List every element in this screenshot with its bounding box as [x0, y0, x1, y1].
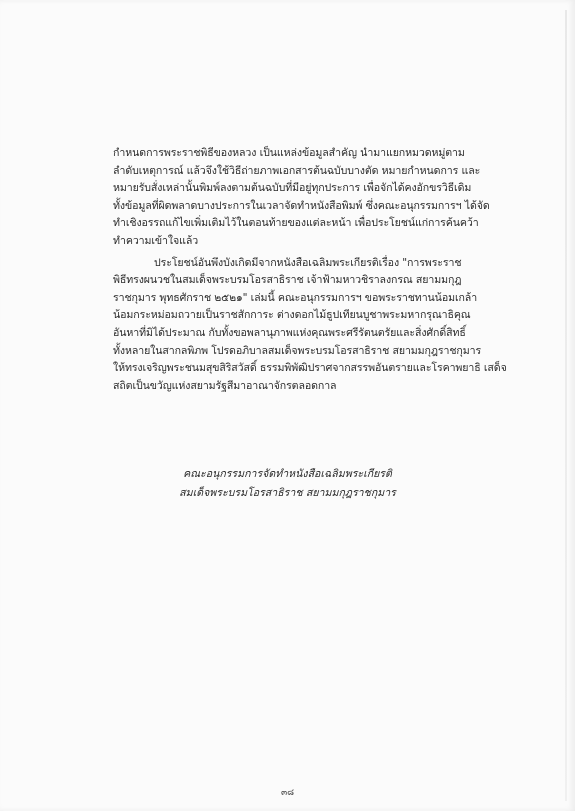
paragraph-2-line: พิธีทรงผนวชในสมเด็จพระบรมโอรสาธิราช เจ้าฟ้ามหาวชิราลงกรณ สยามมกุฎ: [113, 274, 462, 287]
paragraph-2-line: ทั้งหลายในสากลพิภพ โปรดอภิบาลสมเด็จพระบรมโอรสาธิราช สยามมกุฎราชกุมาร: [113, 344, 482, 357]
signature-committee: คณะอนุกรรมการจัดทำหนังสือเฉลิมพระเกียรติ: [183, 468, 392, 480]
paragraph-2-line: ประโยชน์อันพึงบังเกิดมีจากหนังสือเฉลิมพระเกียรติเรื่อง "การพระราช: [154, 256, 462, 269]
paragraph-1-line: ลำดับเหตุการณ์ แล้วจึงใช้วิธีถ่ายภาพเอกสารต้นฉบับบางตัด หมายกำหนดการ และ: [113, 164, 481, 177]
paragraph-2-line: ให้ทรงเจริญพระชนมสุขสิริสวัสดิ์ ธรรมพิพัฒิปราศจากสรรพอันตรายและโรคาพยาธิ เสด็จ: [113, 362, 507, 375]
page-number: ๓๘: [280, 788, 295, 798]
paragraph-2-line: อันหาที่มิได้ประมาณ กับทั้งขอพลานุภาพแห่งคุณพระศรีรัตนตรัยและสิ่งศักดิ์สิทธิ์: [113, 326, 466, 339]
paragraph-1-line: กำหนดการพระราชพิธีของหลวง เป็นแหล่งข้อมูลสำคัญ นำมาแยกหมวดหมู่ตาม: [113, 147, 465, 159]
paragraph-1-line: หมายรับสั่งเหล่านั้นพิมพ์ลงตามต้นฉบับที่มีอยู่ทุกประการ เพื่อจักได้คงอักขรวิธีเดิม: [113, 182, 472, 195]
signature-subtitle: สมเด็จพระบรมโอรสาธิราช สยามมกุฎราชกุมาร: [179, 487, 396, 499]
paragraph-1-line: ทำความเข้าใจแล้ว: [113, 234, 199, 247]
body-text: [113, 145, 507, 395]
paragraph-2-line: สถิตเป็นขวัญแห่งสยามรัฐสีมาอาณาจักรตลอดกาล: [113, 379, 337, 392]
paragraph-2-line: ราชกุมาร พุทธศักราช ๒๕๒๑" เล่มนี้ คณะอนุกรรมการฯ ขอพระราชทานน้อมเกล้า: [113, 291, 478, 304]
page-edge: [565, 10, 567, 801]
paragraph-1-line: ทั้งข้อมูลที่ผิดพลาดบางประการในเวลาจัดทำหนังสือพิมพ์ ซึ่งคณะอนุกรรมการฯ ได้จัด: [113, 199, 490, 212]
paragraph-2-line: น้อมกระหม่อมถวายเป็นราชสักการะ ต่างดอกไม้ธูปเทียนบูชาพระมหากรุณาธิคุณ: [113, 309, 471, 322]
paragraph-1-line: ทำเชิงอรรถแก้ไขเพิ่มเติมไว้ในตอนท้ายของแต่ละหน้า เพื่อประโยชน์แก่การค้นคว้า: [113, 217, 479, 230]
